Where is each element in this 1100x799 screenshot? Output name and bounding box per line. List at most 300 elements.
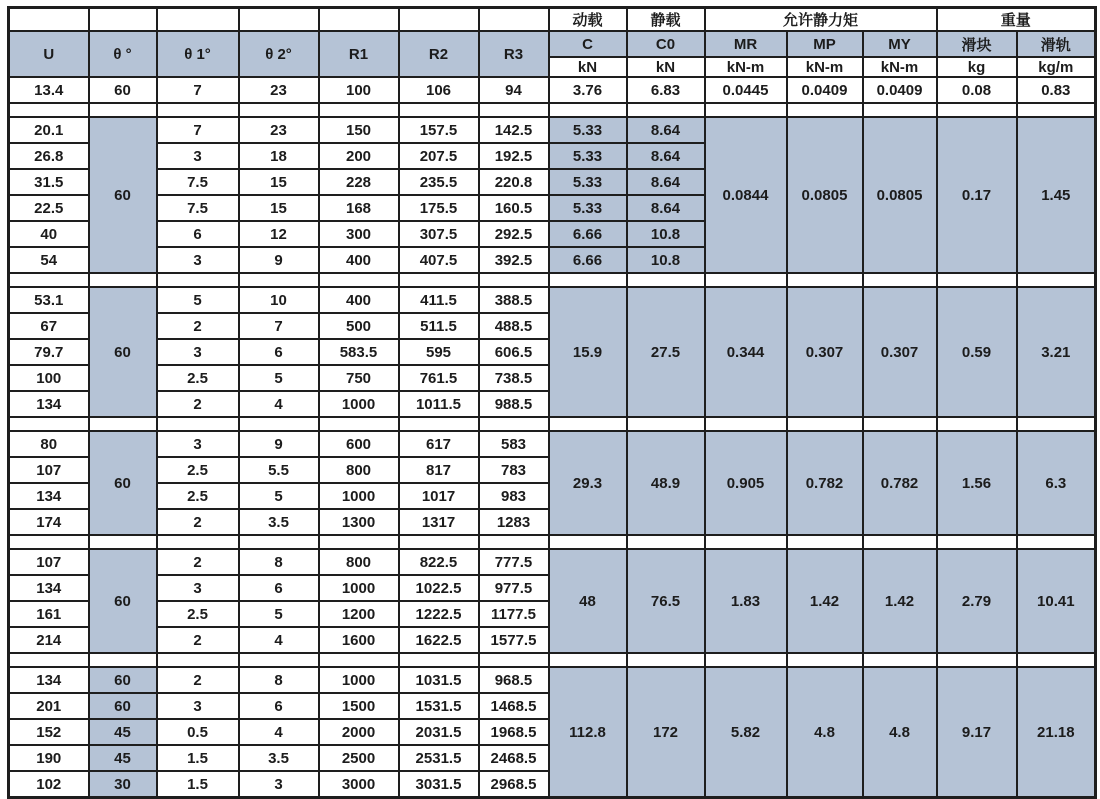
cell-r1: 800 bbox=[319, 549, 399, 575]
cell-r1: 400 bbox=[319, 247, 399, 273]
cell-theta1: 3 bbox=[157, 339, 239, 365]
spacer-cell bbox=[549, 103, 627, 117]
spacer-cell bbox=[319, 535, 399, 549]
cell-r1: 400 bbox=[319, 287, 399, 313]
cell-theta2: 12 bbox=[239, 221, 319, 247]
cell-r3: 2468.5 bbox=[479, 745, 549, 771]
cell-r3: 738.5 bbox=[479, 365, 549, 391]
cell-r3: 583 bbox=[479, 431, 549, 457]
cell-r1: 1200 bbox=[319, 601, 399, 627]
spacer-cell bbox=[627, 103, 705, 117]
cell-c0-merged: 76.5 bbox=[627, 549, 705, 653]
cell-r3: 388.5 bbox=[479, 287, 549, 313]
cell-rail-weight: 0.83 bbox=[1017, 77, 1096, 103]
cell-theta1: 2 bbox=[157, 627, 239, 653]
cell-r2: 307.5 bbox=[399, 221, 479, 247]
cell-r1: 583.5 bbox=[319, 339, 399, 365]
cell-slider-weight-merged: 0.59 bbox=[937, 287, 1017, 417]
cell-theta2: 3 bbox=[239, 771, 319, 798]
cell-theta1: 7 bbox=[157, 77, 239, 103]
cell-theta-merged: 60 bbox=[89, 287, 157, 417]
cell-theta2: 4 bbox=[239, 719, 319, 745]
cell-r2: 2031.5 bbox=[399, 719, 479, 745]
cell-my-merged: 1.42 bbox=[863, 549, 937, 653]
cell-slider-weight-merged: 2.79 bbox=[937, 549, 1017, 653]
cell-theta1: 2 bbox=[157, 391, 239, 417]
col-header-my: MY bbox=[863, 31, 937, 57]
spacer-cell bbox=[89, 417, 157, 431]
cell-r1: 600 bbox=[319, 431, 399, 457]
spacer-cell bbox=[479, 535, 549, 549]
cell-r3: 1468.5 bbox=[479, 693, 549, 719]
cell-theta1: 2 bbox=[157, 667, 239, 693]
cell-theta2: 18 bbox=[239, 143, 319, 169]
cell-u: 107 bbox=[9, 549, 89, 575]
cell-theta2: 8 bbox=[239, 667, 319, 693]
col-header-r2: R2 bbox=[399, 31, 479, 77]
cell-theta2: 5 bbox=[239, 483, 319, 509]
cell-c0: 6.83 bbox=[627, 77, 705, 103]
cell-r1: 300 bbox=[319, 221, 399, 247]
spacer-cell bbox=[705, 535, 787, 549]
unit-my: kN-m bbox=[863, 57, 937, 77]
cell-c-merged: 48 bbox=[549, 549, 627, 653]
cell-theta1: 2.5 bbox=[157, 457, 239, 483]
col-header-theta2: θ 2° bbox=[239, 31, 319, 77]
spacer-cell bbox=[1017, 653, 1096, 667]
cell-my-merged: 0.0805 bbox=[863, 117, 937, 273]
cell-r3: 1177.5 bbox=[479, 601, 549, 627]
spacer-cell bbox=[549, 417, 627, 431]
cell-c: 5.33 bbox=[549, 169, 627, 195]
table-row bbox=[9, 431, 1096, 457]
cell-theta2: 4 bbox=[239, 627, 319, 653]
col-header-r1: R1 bbox=[319, 31, 399, 77]
cell-slider-weight: 0.08 bbox=[937, 77, 1017, 103]
spacer-cell bbox=[937, 273, 1017, 287]
cell-c0: 8.64 bbox=[627, 117, 705, 143]
group-header-static-load: 静载 bbox=[627, 8, 705, 32]
cell-r2: 1022.5 bbox=[399, 575, 479, 601]
cell-slider-weight-merged: 0.17 bbox=[937, 117, 1017, 273]
cell-r1: 1000 bbox=[319, 667, 399, 693]
cell-c-merged: 29.3 bbox=[549, 431, 627, 535]
cell-rail-weight-merged: 21.18 bbox=[1017, 667, 1096, 798]
cell-r3: 777.5 bbox=[479, 549, 549, 575]
spacer-cell bbox=[863, 103, 937, 117]
spacer-cell bbox=[937, 417, 1017, 431]
spacer-cell bbox=[705, 417, 787, 431]
cell-c: 5.33 bbox=[549, 143, 627, 169]
spacer-cell bbox=[863, 535, 937, 549]
cell-theta2: 9 bbox=[239, 247, 319, 273]
cell-theta1: 3 bbox=[157, 575, 239, 601]
cell-theta2: 5 bbox=[239, 365, 319, 391]
cell-c0: 10.8 bbox=[627, 247, 705, 273]
cell-r2: 3031.5 bbox=[399, 771, 479, 798]
cell-mr: 0.0445 bbox=[705, 77, 787, 103]
cell-rail-weight-merged: 6.3 bbox=[1017, 431, 1096, 535]
cell-r2: 157.5 bbox=[399, 117, 479, 143]
cell-u: 13.4 bbox=[9, 77, 89, 103]
spacer-cell bbox=[627, 273, 705, 287]
cell-c0: 8.64 bbox=[627, 143, 705, 169]
group-header-weight: 重量 bbox=[937, 8, 1096, 32]
blank-cell bbox=[399, 8, 479, 32]
cell-theta1: 3 bbox=[157, 247, 239, 273]
unit-rail: kg/m bbox=[1017, 57, 1096, 77]
blank-cell bbox=[239, 8, 319, 32]
cell-theta1: 1.5 bbox=[157, 771, 239, 798]
cell-u: 102 bbox=[9, 771, 89, 798]
blank-cell bbox=[479, 8, 549, 32]
unit-mr: kN-m bbox=[705, 57, 787, 77]
cell-r2: 817 bbox=[399, 457, 479, 483]
cell-u: 79.7 bbox=[9, 339, 89, 365]
cell-c0-merged: 48.9 bbox=[627, 431, 705, 535]
col-header-mr: MR bbox=[705, 31, 787, 57]
cell-r3: 1283 bbox=[479, 509, 549, 535]
col-header-c: C bbox=[549, 31, 627, 57]
cell-r2: 822.5 bbox=[399, 549, 479, 575]
cell-r3: 988.5 bbox=[479, 391, 549, 417]
spacer-cell bbox=[239, 653, 319, 667]
unit-c: kN bbox=[549, 57, 627, 77]
spacer-cell bbox=[863, 417, 937, 431]
col-header-theta: θ ° bbox=[89, 31, 157, 77]
cell-c-merged: 15.9 bbox=[549, 287, 627, 417]
cell-r1: 3000 bbox=[319, 771, 399, 798]
cell-r3: 292.5 bbox=[479, 221, 549, 247]
spacer-cell bbox=[937, 535, 1017, 549]
cell-theta1: 3 bbox=[157, 431, 239, 457]
table-row bbox=[9, 117, 1096, 143]
spacer-cell bbox=[479, 653, 549, 667]
cell-u: 31.5 bbox=[9, 169, 89, 195]
cell-c0-merged: 27.5 bbox=[627, 287, 705, 417]
cell-u: 152 bbox=[9, 719, 89, 745]
unit-mp: kN-m bbox=[787, 57, 863, 77]
col-header-theta1: θ 1° bbox=[157, 31, 239, 77]
cell-r3: 1968.5 bbox=[479, 719, 549, 745]
cell-theta1: 7 bbox=[157, 117, 239, 143]
spacer-cell bbox=[863, 273, 937, 287]
cell-u: 26.8 bbox=[9, 143, 89, 169]
spacer-cell bbox=[157, 653, 239, 667]
cell-r3: 192.5 bbox=[479, 143, 549, 169]
cell-r3: 606.5 bbox=[479, 339, 549, 365]
blank-cell bbox=[9, 8, 89, 32]
cell-r3: 94 bbox=[479, 77, 549, 103]
cell-r2: 1222.5 bbox=[399, 601, 479, 627]
cell-u: 40 bbox=[9, 221, 89, 247]
spacer-cell bbox=[89, 535, 157, 549]
spacer-cell bbox=[549, 653, 627, 667]
cell-my-merged: 0.307 bbox=[863, 287, 937, 417]
spacer-cell bbox=[399, 273, 479, 287]
header-group-row bbox=[9, 8, 1096, 32]
spacer-cell bbox=[705, 103, 787, 117]
spacer-cell bbox=[89, 273, 157, 287]
col-header-c0: C0 bbox=[627, 31, 705, 57]
cell-theta2: 9 bbox=[239, 431, 319, 457]
cell-r1: 1500 bbox=[319, 693, 399, 719]
cell-rail-weight-merged: 3.21 bbox=[1017, 287, 1096, 417]
spacer-cell bbox=[705, 273, 787, 287]
cell-r2: 1622.5 bbox=[399, 627, 479, 653]
cell-theta: 45 bbox=[89, 719, 157, 745]
cell-c0: 8.64 bbox=[627, 169, 705, 195]
spacer-cell bbox=[319, 273, 399, 287]
spacer-cell bbox=[157, 535, 239, 549]
cell-r1: 228 bbox=[319, 169, 399, 195]
unit-c0: kN bbox=[627, 57, 705, 77]
cell-u: 190 bbox=[9, 745, 89, 771]
cell-theta1: 2 bbox=[157, 509, 239, 535]
spacer-cell bbox=[787, 103, 863, 117]
cell-theta2: 5 bbox=[239, 601, 319, 627]
cell-c: 5.33 bbox=[549, 195, 627, 221]
spacer-row bbox=[9, 417, 1096, 431]
cell-u: 107 bbox=[9, 457, 89, 483]
cell-my-merged: 0.782 bbox=[863, 431, 937, 535]
spacer-cell bbox=[157, 273, 239, 287]
spacer-row bbox=[9, 653, 1096, 667]
cell-theta2: 23 bbox=[239, 77, 319, 103]
cell-theta1: 6 bbox=[157, 221, 239, 247]
cell-u: 22.5 bbox=[9, 195, 89, 221]
spacer-cell bbox=[9, 653, 89, 667]
cell-r1: 1000 bbox=[319, 483, 399, 509]
spacer-cell bbox=[239, 103, 319, 117]
cell-theta1: 2.5 bbox=[157, 365, 239, 391]
cell-r1: 2000 bbox=[319, 719, 399, 745]
cell-theta2: 3.5 bbox=[239, 745, 319, 771]
spacer-row bbox=[9, 273, 1096, 287]
cell-slider-weight-merged: 9.17 bbox=[937, 667, 1017, 798]
spacer-cell bbox=[937, 103, 1017, 117]
cell-r3: 1577.5 bbox=[479, 627, 549, 653]
cell-theta2: 15 bbox=[239, 195, 319, 221]
cell-c0: 10.8 bbox=[627, 221, 705, 247]
cell-r1: 1300 bbox=[319, 509, 399, 535]
cell-r2: 175.5 bbox=[399, 195, 479, 221]
spacer-cell bbox=[319, 653, 399, 667]
spacer-cell bbox=[705, 653, 787, 667]
cell-r2: 407.5 bbox=[399, 247, 479, 273]
spacer-cell bbox=[9, 273, 89, 287]
spacer-cell bbox=[89, 103, 157, 117]
cell-theta: 60 bbox=[89, 693, 157, 719]
spacer-cell bbox=[319, 103, 399, 117]
col-header-slider-weight: 滑块 bbox=[937, 31, 1017, 57]
cell-u: 201 bbox=[9, 693, 89, 719]
cell-theta1: 2 bbox=[157, 313, 239, 339]
cell-c: 3.76 bbox=[549, 77, 627, 103]
spacer-cell bbox=[157, 417, 239, 431]
cell-r3: 220.8 bbox=[479, 169, 549, 195]
spacer-cell bbox=[627, 653, 705, 667]
spacer-cell bbox=[239, 273, 319, 287]
cell-u: 20.1 bbox=[9, 117, 89, 143]
table-row bbox=[9, 77, 1096, 103]
cell-theta2: 3.5 bbox=[239, 509, 319, 535]
spacer-cell bbox=[479, 103, 549, 117]
cell-c-merged: 112.8 bbox=[549, 667, 627, 798]
table-row bbox=[9, 667, 1096, 693]
spacer-cell bbox=[319, 417, 399, 431]
cell-mp-merged: 0.307 bbox=[787, 287, 863, 417]
cell-r3: 968.5 bbox=[479, 667, 549, 693]
cell-u: 53.1 bbox=[9, 287, 89, 313]
cell-slider-weight-merged: 1.56 bbox=[937, 431, 1017, 535]
cell-mr-merged: 0.905 bbox=[705, 431, 787, 535]
spacer-cell bbox=[1017, 535, 1096, 549]
cell-theta1: 3 bbox=[157, 693, 239, 719]
col-header-r3: R3 bbox=[479, 31, 549, 77]
cell-u: 161 bbox=[9, 601, 89, 627]
cell-r3: 392.5 bbox=[479, 247, 549, 273]
cell-r2: 1031.5 bbox=[399, 667, 479, 693]
cell-u: 134 bbox=[9, 391, 89, 417]
spacer-cell bbox=[787, 653, 863, 667]
cell-theta2: 6 bbox=[239, 575, 319, 601]
spec-table bbox=[7, 6, 1097, 799]
cell-r1: 750 bbox=[319, 365, 399, 391]
cell-r2: 207.5 bbox=[399, 143, 479, 169]
cell-r3: 160.5 bbox=[479, 195, 549, 221]
cell-theta2: 8 bbox=[239, 549, 319, 575]
cell-theta1: 3 bbox=[157, 143, 239, 169]
cell-theta-merged: 60 bbox=[89, 549, 157, 653]
spacer-cell bbox=[9, 535, 89, 549]
cell-r1: 168 bbox=[319, 195, 399, 221]
cell-theta-merged: 60 bbox=[89, 117, 157, 273]
cell-mp-merged: 0.0805 bbox=[787, 117, 863, 273]
spacer-cell bbox=[89, 653, 157, 667]
spacer-cell bbox=[787, 273, 863, 287]
blank-cell bbox=[89, 8, 157, 32]
cell-theta1: 7.5 bbox=[157, 169, 239, 195]
cell-theta2: 10 bbox=[239, 287, 319, 313]
cell-r3: 142.5 bbox=[479, 117, 549, 143]
table-row bbox=[9, 287, 1096, 313]
spacer-cell bbox=[399, 417, 479, 431]
spacer-cell bbox=[627, 417, 705, 431]
spacer-cell bbox=[239, 417, 319, 431]
cell-r1: 800 bbox=[319, 457, 399, 483]
spacer-cell bbox=[787, 535, 863, 549]
spacer-cell bbox=[479, 417, 549, 431]
header-columns-row bbox=[9, 31, 1096, 57]
cell-r3: 977.5 bbox=[479, 575, 549, 601]
spacer-cell bbox=[863, 653, 937, 667]
cell-u: 134 bbox=[9, 667, 89, 693]
spacer-cell bbox=[549, 535, 627, 549]
cell-c: 6.66 bbox=[549, 247, 627, 273]
cell-c0-merged: 172 bbox=[627, 667, 705, 798]
cell-r1: 200 bbox=[319, 143, 399, 169]
cell-theta1: 2.5 bbox=[157, 483, 239, 509]
cell-theta2: 4 bbox=[239, 391, 319, 417]
cell-theta2: 15 bbox=[239, 169, 319, 195]
cell-r1: 1000 bbox=[319, 391, 399, 417]
spacer-cell bbox=[9, 417, 89, 431]
cell-r1: 1600 bbox=[319, 627, 399, 653]
cell-theta2: 5.5 bbox=[239, 457, 319, 483]
spacer-cell bbox=[399, 653, 479, 667]
cell-my: 0.0409 bbox=[863, 77, 937, 103]
cell-c0: 8.64 bbox=[627, 195, 705, 221]
spacer-cell bbox=[1017, 103, 1096, 117]
cell-mr-merged: 1.83 bbox=[705, 549, 787, 653]
cell-u: 67 bbox=[9, 313, 89, 339]
cell-theta1: 7.5 bbox=[157, 195, 239, 221]
cell-mp-merged: 1.42 bbox=[787, 549, 863, 653]
cell-r2: 1531.5 bbox=[399, 693, 479, 719]
cell-r2: 761.5 bbox=[399, 365, 479, 391]
cell-theta-merged: 60 bbox=[89, 431, 157, 535]
cell-u: 174 bbox=[9, 509, 89, 535]
spacer-cell bbox=[627, 535, 705, 549]
spacer-cell bbox=[399, 103, 479, 117]
cell-u: 54 bbox=[9, 247, 89, 273]
cell-r2: 1317 bbox=[399, 509, 479, 535]
cell-r2: 595 bbox=[399, 339, 479, 365]
cell-r2: 235.5 bbox=[399, 169, 479, 195]
cell-theta1: 5 bbox=[157, 287, 239, 313]
cell-theta1: 2.5 bbox=[157, 601, 239, 627]
spacer-row bbox=[9, 535, 1096, 549]
spacer-cell bbox=[549, 273, 627, 287]
cell-theta1: 1.5 bbox=[157, 745, 239, 771]
cell-u: 214 bbox=[9, 627, 89, 653]
cell-mp-merged: 4.8 bbox=[787, 667, 863, 798]
cell-theta2: 6 bbox=[239, 693, 319, 719]
spacer-cell bbox=[1017, 417, 1096, 431]
table-row bbox=[9, 549, 1096, 575]
cell-r2: 1011.5 bbox=[399, 391, 479, 417]
spacer-row bbox=[9, 103, 1096, 117]
cell-theta1: 2 bbox=[157, 549, 239, 575]
cell-theta: 30 bbox=[89, 771, 157, 798]
blank-cell bbox=[157, 8, 239, 32]
spacer-cell bbox=[937, 653, 1017, 667]
col-header-u: U bbox=[9, 31, 89, 77]
cell-mr-merged: 0.344 bbox=[705, 287, 787, 417]
group-header-dynamic-load: 动载 bbox=[549, 8, 627, 32]
cell-theta: 60 bbox=[89, 667, 157, 693]
cell-r2: 617 bbox=[399, 431, 479, 457]
group-header-static-moment: 允许静力矩 bbox=[705, 8, 937, 32]
cell-u: 100 bbox=[9, 365, 89, 391]
cell-r2: 411.5 bbox=[399, 287, 479, 313]
cell-r3: 783 bbox=[479, 457, 549, 483]
cell-my-merged: 4.8 bbox=[863, 667, 937, 798]
cell-theta: 45 bbox=[89, 745, 157, 771]
cell-r2: 2531.5 bbox=[399, 745, 479, 771]
cell-r1: 2500 bbox=[319, 745, 399, 771]
spacer-cell bbox=[239, 535, 319, 549]
spacer-cell bbox=[399, 535, 479, 549]
cell-r3: 983 bbox=[479, 483, 549, 509]
cell-c: 6.66 bbox=[549, 221, 627, 247]
col-header-mp: MP bbox=[787, 31, 863, 57]
cell-u: 134 bbox=[9, 483, 89, 509]
cell-mr-merged: 5.82 bbox=[705, 667, 787, 798]
spacer-cell bbox=[479, 273, 549, 287]
cell-rail-weight-merged: 1.45 bbox=[1017, 117, 1096, 273]
